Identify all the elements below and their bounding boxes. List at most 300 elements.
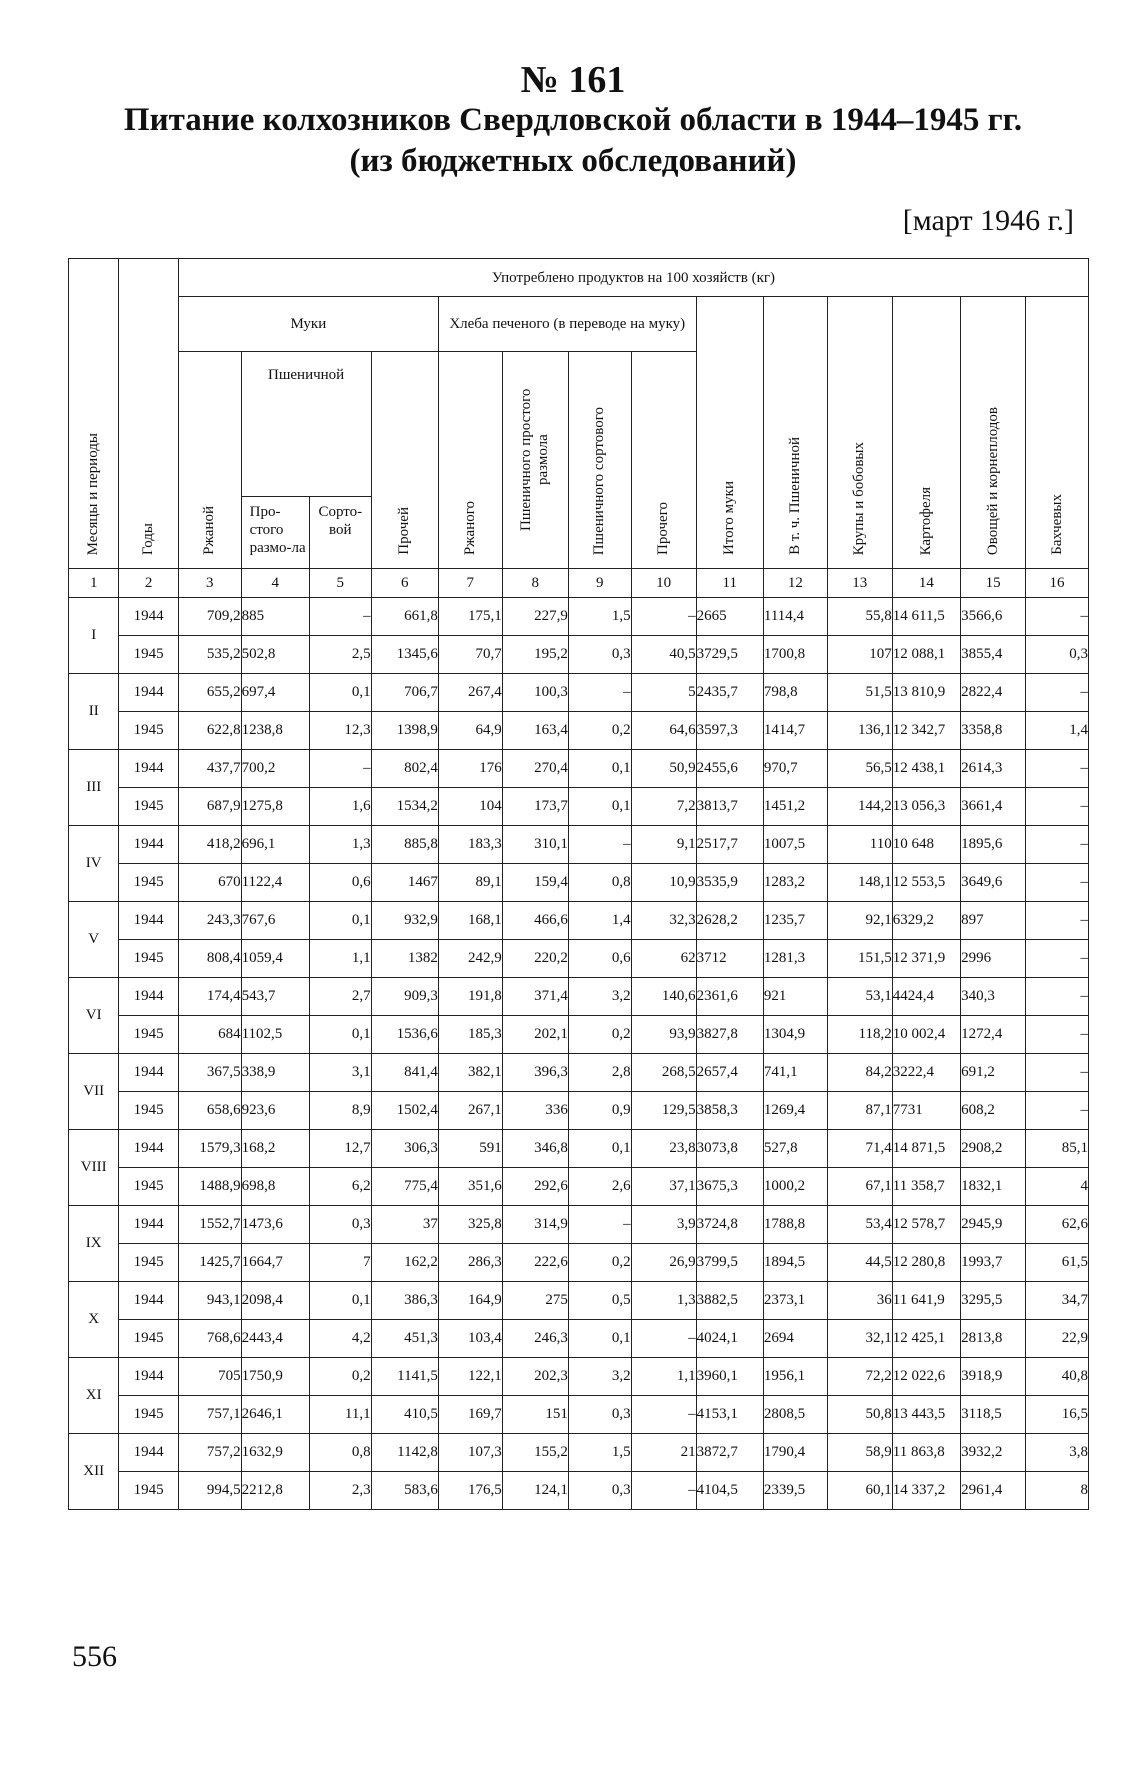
year-cell: 1945 [119,940,178,978]
data-cell: 10,9 [631,864,696,902]
data-cell: 44,5 [827,1244,892,1282]
data-cell: 3799,5 [696,1244,763,1282]
data-cell: 3073,8 [696,1130,763,1168]
data-cell: – [309,598,371,636]
data-cell: 1467 [371,864,438,902]
data-cell: 1956,1 [763,1358,827,1396]
data-cell: 8,9 [309,1092,371,1130]
month-cell: VIII [69,1130,119,1206]
data-cell: 4104,5 [696,1472,763,1510]
data-cell: 768,6 [178,1320,241,1358]
data-cell: 243,3 [178,902,241,940]
data-cell: 124,1 [502,1472,568,1510]
data-cell: 14 871,5 [892,1130,960,1168]
data-cell: 325,8 [438,1206,502,1244]
table-row [69,864,1089,902]
year-cell: 1945 [119,864,178,902]
data-cell: 67,1 [827,1168,892,1206]
data-cell: 3882,5 [696,1282,763,1320]
data-cell: 242,9 [438,940,502,978]
data-cell: 371,4 [502,978,568,1016]
year-cell: 1944 [119,674,178,712]
data-cell: 32,3 [631,902,696,940]
data-cell: 2996 [961,940,1026,978]
data-cell: 767,6 [241,902,309,940]
data-cell: 2098,4 [241,1282,309,1320]
table-row [69,598,1089,636]
data-cell: 4 [1026,1168,1089,1206]
header-incl-wheat: В т. ч. Пшеничной [763,297,827,569]
data-cell: 246,3 [502,1320,568,1358]
data-cell: 622,8 [178,712,241,750]
data-cell: 3535,9 [696,864,763,902]
data-cell: 1451,2 [763,788,827,826]
table-row [69,1472,1089,1510]
column-number: 8 [502,569,568,598]
data-cell: 16,5 [1026,1396,1089,1434]
table-row [69,1434,1089,1472]
data-cell: 3118,5 [961,1396,1026,1434]
data-cell: 100,3 [502,674,568,712]
data-cell: 1,1 [631,1358,696,1396]
data-cell: 2435,7 [696,674,763,712]
data-cell: 1382 [371,940,438,978]
title-line-2: (из бюджетных обследований) [349,143,797,179]
data-cell: 1,4 [1026,712,1089,750]
data-cell: 921 [763,978,827,1016]
table-row [69,1320,1089,1358]
table-row [69,1168,1089,1206]
data-cell: 310,1 [502,826,568,864]
data-cell: 802,4 [371,750,438,788]
data-cell: 110 [827,826,892,864]
year-cell: 1945 [119,1244,178,1282]
data-cell: 2443,4 [241,1320,309,1358]
month-cell: V [69,902,119,978]
data-cell: 1895,6 [961,826,1026,864]
data-cell: 87,1 [827,1092,892,1130]
header-other-flour: Прочей [371,352,438,569]
data-cell: 775,4 [371,1168,438,1206]
data-cell: 698,8 [241,1168,309,1206]
data-cell: 706,7 [371,674,438,712]
data-cell: 314,9 [502,1206,568,1244]
data-cell: 2,7 [309,978,371,1016]
data-cell: 4153,1 [696,1396,763,1434]
year-cell: 1944 [119,1206,178,1244]
data-cell: 923,6 [241,1092,309,1130]
column-number: 7 [438,569,502,598]
data-cell: 3,8 [1026,1434,1089,1472]
data-cell: 591 [438,1130,502,1168]
data-cell: 22,9 [1026,1320,1089,1358]
data-cell: 3932,2 [961,1434,1026,1472]
table-row [69,826,1089,864]
data-cell: 1281,3 [763,940,827,978]
data-cell: 13 443,5 [892,1396,960,1434]
data-cell: 1790,4 [763,1434,827,1472]
data-cell: 808,4 [178,940,241,978]
data-cell: 53,1 [827,978,892,1016]
data-cell: – [1026,826,1089,864]
data-cell: 50,9 [631,750,696,788]
data-cell: 23,8 [631,1130,696,1168]
data-cell: 2,3 [309,1472,371,1510]
month-cell: VI [69,978,119,1054]
data-cell: 1,5 [568,1434,631,1472]
data-cell: 691,2 [961,1054,1026,1092]
data-cell: 64,9 [438,712,502,750]
data-cell: 1700,8 [763,636,827,674]
data-cell: – [1026,864,1089,902]
data-cell: 3566,6 [961,598,1026,636]
data-cell: 12 280,8 [892,1244,960,1282]
data-cell: 757,2 [178,1434,241,1472]
data-cell: 21 [631,1434,696,1472]
data-cell: – [631,1396,696,1434]
data-cell: 292,6 [502,1168,568,1206]
data-cell: 61,5 [1026,1244,1089,1282]
year-cell: 1945 [119,1320,178,1358]
data-cell: 1142,8 [371,1434,438,1472]
data-cell: 13 810,9 [892,674,960,712]
data-cell: 13 056,3 [892,788,960,826]
table-row [69,1396,1089,1434]
data-cell: 2614,3 [961,750,1026,788]
data-cell: 1007,5 [763,826,827,864]
data-cell: 697,4 [241,674,309,712]
table-row [69,712,1089,750]
data-cell: 1,4 [568,902,631,940]
data-cell: 37 [371,1206,438,1244]
data-cell: 107 [827,636,892,674]
year-cell: 1945 [119,788,178,826]
data-cell: 1832,1 [961,1168,1026,1206]
data-cell: 37,1 [631,1168,696,1206]
data-cell: 4,2 [309,1320,371,1358]
header-graded: Сорто-вой [309,497,371,569]
data-cell: 1283,2 [763,864,827,902]
header-flour: Муки [178,297,438,352]
document-number: № 161 [520,59,626,101]
data-cell: 3918,9 [961,1358,1026,1396]
data-cell: 367,5 [178,1054,241,1092]
header-melons: Бахчевых [1026,297,1089,569]
data-cell: 176 [438,750,502,788]
data-cell: 275 [502,1282,568,1320]
table-row [69,1130,1089,1168]
data-cell: 151,5 [827,940,892,978]
data-cell: 0,6 [309,864,371,902]
data-cell: 2665 [696,598,763,636]
data-cell: 7 [309,1244,371,1282]
month-cell: X [69,1282,119,1358]
table-body [69,598,1089,1510]
month-cell: VII [69,1054,119,1130]
year-cell: 1945 [119,1472,178,1510]
month-cell: I [69,598,119,674]
data-cell: 705 [178,1358,241,1396]
data-cell: 346,8 [502,1130,568,1168]
data-cell: 34,7 [1026,1282,1089,1320]
data-cell: 56,5 [827,750,892,788]
header-total-flour: Итого муки [696,297,763,569]
data-cell: 583,6 [371,1472,438,1510]
data-cell: 1993,7 [961,1244,1026,1282]
data-cell: 1425,7 [178,1244,241,1282]
data-cell: 40,8 [1026,1358,1089,1396]
data-cell: 841,4 [371,1054,438,1092]
data-cell: 11,1 [309,1396,371,1434]
data-cell: 159,4 [502,864,568,902]
data-cell: 1114,4 [763,598,827,636]
data-cell: 1102,5 [241,1016,309,1054]
data-cell: 0,6 [568,940,631,978]
data-cell: 1141,5 [371,1358,438,1396]
data-cell: 466,6 [502,902,568,940]
data-cell: 1,6 [309,788,371,826]
data-cell: 527,8 [763,1130,827,1168]
data-cell: 0,2 [568,712,631,750]
data-cell: 3960,1 [696,1358,763,1396]
data-cell: 338,9 [241,1054,309,1092]
data-cell: 3729,5 [696,636,763,674]
year-cell: 1944 [119,598,178,636]
data-cell: 909,3 [371,978,438,1016]
data-cell: 306,3 [371,1130,438,1168]
data-cell: 1473,6 [241,1206,309,1244]
data-cell: 502,8 [241,636,309,674]
data-cell: 71,4 [827,1130,892,1168]
data-cell: 1059,4 [241,940,309,978]
data-cell: 270,4 [502,750,568,788]
data-cell: 0,1 [309,1282,371,1320]
data-cell: 1269,4 [763,1092,827,1130]
data-cell: 0,2 [568,1016,631,1054]
data-cell: 26,9 [631,1244,696,1282]
data-cell: 14 611,5 [892,598,960,636]
data-cell: 286,3 [438,1244,502,1282]
column-number: 1 [69,569,119,598]
column-number: 12 [763,569,827,598]
data-cell: 2813,8 [961,1320,1026,1358]
column-number: 14 [892,569,960,598]
year-cell: 1945 [119,636,178,674]
data-cell: 168,2 [241,1130,309,1168]
year-cell: 1945 [119,1396,178,1434]
data-cell: 0,1 [568,750,631,788]
column-number: 6 [371,569,438,598]
month-cell: IX [69,1206,119,1282]
data-cell: 89,1 [438,864,502,902]
data-cell: 396,3 [502,1054,568,1092]
data-cell: 51,5 [827,674,892,712]
data-cell: 1579,3 [178,1130,241,1168]
data-cell: 696,1 [241,826,309,864]
table-row [69,902,1089,940]
data-cell: – [1026,902,1089,940]
data-cell: 58,9 [827,1434,892,1472]
data-cell: 1,1 [309,940,371,978]
data-cell: 93,9 [631,1016,696,1054]
data-cell: 14 337,2 [892,1472,960,1510]
data-cell: 1304,9 [763,1016,827,1054]
month-cell: XI [69,1358,119,1434]
data-cell: 1552,7 [178,1206,241,1244]
data-cell: – [309,750,371,788]
data-cell: 0,9 [568,1092,631,1130]
data-cell: 70,7 [438,636,502,674]
data-cell: 885,8 [371,826,438,864]
data-cell: 340,3 [961,978,1026,1016]
data-cell: 202,1 [502,1016,568,1054]
data-cell: 6,2 [309,1168,371,1206]
table-row [69,788,1089,826]
data-cell: 0,5 [568,1282,631,1320]
data-cell: 2,6 [568,1168,631,1206]
table-row [69,674,1089,712]
year-cell: 1944 [119,978,178,1016]
data-cell: 535,2 [178,636,241,674]
data-cell: 2361,6 [696,978,763,1016]
data-cell: 2961,4 [961,1472,1026,1510]
data-cell: 0,3 [1026,636,1089,674]
data-cell: 994,5 [178,1472,241,1510]
data-cell: 2822,4 [961,674,1026,712]
column-number: 10 [631,569,696,598]
table-row [69,1282,1089,1320]
data-cell: 3,2 [568,978,631,1016]
data-cell: 2,8 [568,1054,631,1092]
data-cell: 943,1 [178,1282,241,1320]
data-cell: 410,5 [371,1396,438,1434]
data-cell: – [631,1320,696,1358]
data-cell: 1536,6 [371,1016,438,1054]
data-cell: 12,7 [309,1130,371,1168]
data-cell: 2455,6 [696,750,763,788]
document-title [0,100,1146,182]
table-row [69,1244,1089,1282]
data-cell: 608,2 [961,1092,1026,1130]
data-cell: 1272,4 [961,1016,1026,1054]
header-months: Месяцы и периоды [69,259,119,569]
data-cell: 12 088,1 [892,636,960,674]
data-cell: 220,2 [502,940,568,978]
data-cell: 3222,4 [892,1054,960,1092]
year-cell: 1944 [119,1358,178,1396]
data-cell: 3872,7 [696,1434,763,1472]
data-cell: – [1026,598,1089,636]
data-cell: 1488,9 [178,1168,241,1206]
data-cell: 2945,9 [961,1206,1026,1244]
column-number: 15 [961,569,1026,598]
data-cell: 163,4 [502,712,568,750]
data-cell: – [1026,978,1089,1016]
data-cell: 12 371,9 [892,940,960,978]
data-cell: 2,5 [309,636,371,674]
header-rye-flour: Ржаной [178,352,241,569]
data-cell: 1414,7 [763,712,827,750]
data-cell: 3858,3 [696,1092,763,1130]
table-row [69,1206,1089,1244]
data-cell: 227,9 [502,598,568,636]
data-cell: 1664,7 [241,1244,309,1282]
data-cell: 3855,4 [961,636,1026,674]
data-cell: 84,2 [827,1054,892,1092]
data-cell: 32,1 [827,1320,892,1358]
data-cell: 2628,2 [696,902,763,940]
data-cell: 64,6 [631,712,696,750]
data-cell: 1398,9 [371,712,438,750]
data-cell: 144,2 [827,788,892,826]
data-cell: 202,3 [502,1358,568,1396]
data-cell: – [1026,1054,1089,1092]
title-line-1: Питание колхозников Свердловской области в 1944–1945 гг. [123,102,1023,138]
data-cell: 222,6 [502,1244,568,1282]
data-cell: 185,3 [438,1016,502,1054]
data-cell: 173,7 [502,788,568,826]
data-cell: 3358,8 [961,712,1026,750]
data-cell: 4424,4 [892,978,960,1016]
data-cell: 55,8 [827,598,892,636]
data-cell: 12 425,1 [892,1320,960,1358]
data-cell: 2657,4 [696,1054,763,1092]
data-cell: – [1026,674,1089,712]
data-cell: 2212,8 [241,1472,309,1510]
data-cell: 155,2 [502,1434,568,1472]
table-row [69,940,1089,978]
data-cell: 1,5 [568,598,631,636]
data-cell: – [1026,940,1089,978]
data-cell: 60,1 [827,1472,892,1510]
data-cell: 757,1 [178,1396,241,1434]
data-cell: 92,1 [827,902,892,940]
data-cell: 103,4 [438,1320,502,1358]
data-cell: 386,3 [371,1282,438,1320]
data-cell: 661,8 [371,598,438,636]
column-number: 16 [1026,569,1089,598]
data-cell: 191,8 [438,978,502,1016]
data-cell: 741,1 [763,1054,827,1092]
data-cell: 268,5 [631,1054,696,1092]
data-cell: 684 [178,1016,241,1054]
column-number: 13 [827,569,892,598]
data-cell: 0,1 [568,788,631,826]
data-cell: 140,6 [631,978,696,1016]
column-number: 2 [119,569,178,598]
data-cell: – [1026,1092,1089,1130]
data-cell: 0,3 [568,1472,631,1510]
data-cell: 168,1 [438,902,502,940]
month-cell: II [69,674,119,750]
data-cell: 798,8 [763,674,827,712]
page-number: 556 [72,1640,117,1673]
data-cell: 36 [827,1282,892,1320]
header-wheat: Пшеничной [241,352,371,497]
data-cell: – [1026,750,1089,788]
data-cell: 2808,5 [763,1396,827,1434]
table-row [69,636,1089,674]
data-cell: 4024,1 [696,1320,763,1358]
header-rye-bread: Ржаного [438,352,502,569]
data-cell: 107,3 [438,1434,502,1472]
year-cell: 1944 [119,902,178,940]
year-cell: 1944 [119,1434,178,1472]
data-cell: 8 [1026,1472,1089,1510]
data-cell: 3661,4 [961,788,1026,826]
data-cell: 1750,9 [241,1358,309,1396]
data-cell: 174,4 [178,978,241,1016]
